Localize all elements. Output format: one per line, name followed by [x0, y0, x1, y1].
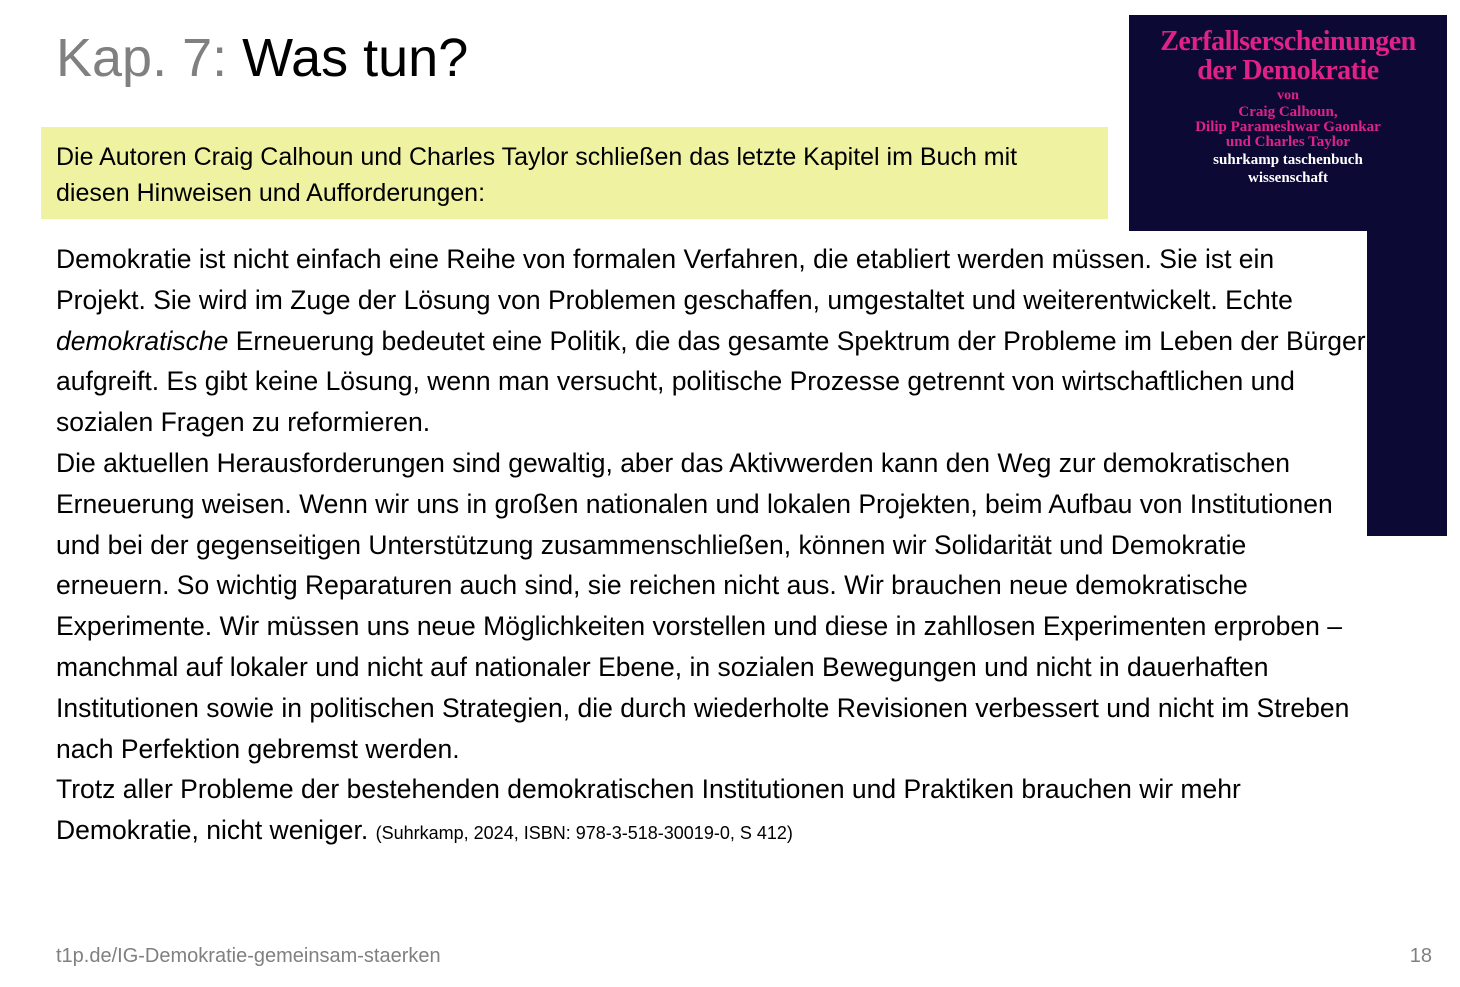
title-chapter-prefix: Kap. 7:: [56, 28, 243, 88]
book-cover-von: von: [1277, 88, 1299, 103]
quote-p1-start: Demokratie ist nicht einfach eine Reihe von formalen Verfahren, die etabliert werden müssen. Sie ist ein Projekt. Sie wird im Zuge der Lösung von Problemen geschaffen, umgestaltet und weiterentwickelt. Echte: [56, 244, 1293, 315]
quote-paragraph-3: [56, 769, 1366, 854]
footer-link[interactable]: t1p.de/IG-Demokratie-gemeinsam-staerken: [56, 945, 441, 967]
quote-paragraph-2: Die aktuellen Herausforderungen sind gewaltig, aber das Aktivwerden kann den Weg zur demokratischen Erneuerung weisen. Wenn wir uns in großen nationalen und lokalen Projekten, beim Aufbau von Institutionen und bei der gegenseitigen Unterstützung zusammenschließen, können wir Solidarität und Demokratie erneuern. So wichtig Reparaturen auch sind, sie reichen nicht aus. Wir brauchen neue demokratische Experimente. Wir müssen uns neue Möglichkeiten vorstellen und diese in zahllosen Experimenten erproben – manchmal auf lokaler und nicht auf nationaler Ebene, in sozialen Bewegungen und nicht in dauerhaften Institutionen sowie in politischen Strategien, die durch wiederholte Revisionen verbessert und nicht im Streben nach Perfektion gebremst werden.: [56, 447, 1350, 764]
book-cover-author3: und Charles Taylor: [1225, 134, 1351, 150]
quote-p1-end: Erneuerung bedeutet eine Politik, die das gesamte Spektrum der Probleme im Leben der Bürger aufgreift. Es gibt keine Lösung, wenn man versucht, politische Prozesse getrennt von wirtschaftlichen und sozialen Fragen zu reformieren.: [56, 325, 1366, 438]
quote-body: [56, 239, 1366, 854]
title-main: Was tun?: [242, 28, 469, 88]
book-cover-title-line1: Zerfallserscheinungen: [1160, 26, 1416, 57]
slide-title: [56, 26, 468, 91]
book-cover-series1: suhrkamp taschenbuch: [1213, 152, 1363, 168]
book-cover-title-line2: der Demokratie: [1197, 55, 1379, 86]
intro-text: Die Autoren Craig Calhoun und Charles Taylor schließen das letzte Kapitel im Buch mit diesen Hinweisen und Aufforderungen:: [56, 143, 1018, 207]
quote-p1-emphasis: demokratische: [56, 325, 229, 356]
book-cover: [1129, 15, 1447, 231]
citation: (Suhrkamp, 2024, ISBN: 978-3-518-30019-0, S 412): [375, 823, 793, 844]
intro-highlight-box: [41, 127, 1108, 219]
book-cover-text: [1129, 27, 1447, 186]
quote-p3-text: Trotz aller Probleme der bestehenden demokratischen Institutionen und Praktiken brauchen wir mehr Demokratie, nicht weniger.: [56, 774, 1241, 846]
book-cover-author2: Dilip Parameshwar Gaonkar: [1195, 119, 1381, 135]
quote-paragraph-1: [56, 239, 1366, 443]
book-cover-series2: wissenschaft: [1247, 170, 1328, 186]
page-number: 18: [1409, 945, 1432, 967]
book-cover-author1: Craig Calhoun,: [1238, 104, 1338, 120]
book-cover-strip: [1367, 231, 1447, 536]
